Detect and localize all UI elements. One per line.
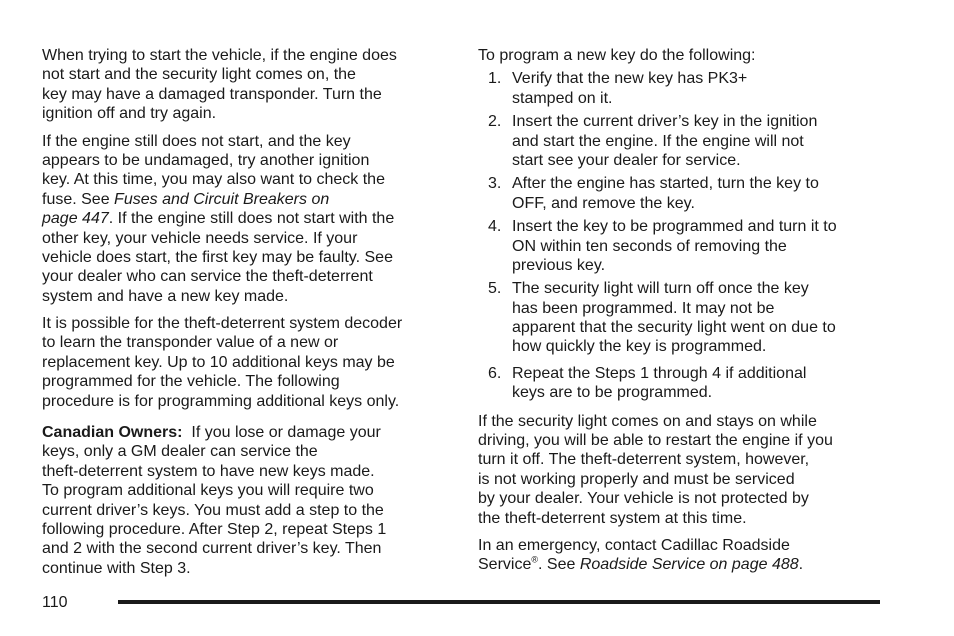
text-line: theft-deterrent system to have new keys made. (42, 462, 375, 480)
text-line: replacement key. Up to 10 additional keys may be (42, 353, 395, 371)
step-number: 2. (488, 113, 502, 131)
text-line: OFF, and remove the key. (512, 194, 695, 212)
text-run: fuse. See (42, 190, 115, 208)
text-line: appears to be undamaged, try another ignition (42, 151, 370, 169)
footer-rule (118, 600, 880, 604)
text-line: start see your dealer for service. (512, 151, 741, 169)
steps-intro: To program a new key do the following: (478, 47, 756, 64)
paragraph-decoder (42, 314, 452, 411)
text-line: continue with Step 3. (42, 559, 191, 577)
text-line: and start the engine. If the engine will not (512, 132, 804, 150)
text-line: by your dealer. Your vehicle is not protected by (478, 490, 809, 508)
text-line: It is possible for the theft-deterrent system decoder (42, 315, 403, 333)
step-number: 1. (488, 70, 502, 88)
text-line: vehicle does start, the first key may be faulty. See (42, 248, 393, 266)
text-run: . See (538, 556, 580, 574)
canadian-owners-label: Canadian Owners: (42, 424, 183, 442)
text-line: other key, your vehicle needs service. If your (42, 229, 358, 247)
text-run: . (798, 556, 804, 574)
list-item (478, 217, 888, 275)
text-line (478, 555, 888, 574)
page-number: 110 (42, 594, 68, 611)
text-line (42, 423, 452, 442)
list-item (478, 174, 888, 213)
text-line (42, 190, 452, 209)
text-line: procedure is for programming additional keys only. (42, 392, 400, 410)
text-line: stamped on it. (512, 89, 613, 107)
text-line: ignition off and try again. (42, 105, 217, 123)
text-line: After the engine has started, turn the key to (512, 175, 819, 193)
paragraph-canadian-owners (42, 423, 452, 578)
text-line: To program additional keys you will require two (42, 482, 374, 500)
cross-reference-roadside[interactable]: Roadside Service on page 488 (579, 556, 799, 574)
list-item (478, 112, 888, 170)
text-line: If the engine still does not start, and the key (42, 132, 351, 150)
text-line: apparent that the security light went on due to (512, 319, 836, 337)
text-line: turn it off. The theft-deterrent system, however, (478, 451, 810, 469)
text-line: Repeat the Steps 1 through 4 if additional (512, 364, 807, 382)
paragraph-key-transponder (42, 46, 452, 124)
text-line: key. At this time, you may also want to check the (42, 171, 385, 189)
text-line: In an emergency, contact Cadillac Roadside (478, 536, 790, 554)
text-line: ON within ten seconds of removing the (512, 237, 787, 255)
cross-reference-fuses[interactable]: Fuses and Circuit Breakers on (114, 190, 330, 208)
left-column (42, 46, 452, 578)
text-line: your dealer who can service the theft-deterrent (42, 268, 373, 286)
right-column (478, 46, 888, 575)
text-line: programmed for the vehicle. The following (42, 373, 340, 391)
text-line: system and have a new key made. (42, 287, 289, 305)
step-number: 5. (488, 280, 502, 298)
text-line: The security light will turn off once the key (512, 280, 809, 298)
text-line: current driver’s keys. You must add a step to the (42, 501, 384, 519)
text-line: how quickly the key is programmed. (512, 338, 767, 356)
text-line: driving, you will be able to restart the engine if you (478, 432, 833, 450)
text-run: . If the engine still does not start with the (108, 210, 395, 228)
step-number: 6. (488, 364, 502, 382)
paragraph-emergency (478, 536, 888, 575)
registered-mark: ® (531, 555, 538, 566)
cross-reference-page[interactable]: page 447 (42, 210, 109, 228)
paragraph-another-key (42, 132, 452, 307)
text-line: Insert the key to be programmed and turn it to (512, 218, 837, 236)
text-line: key may have a damaged transponder. Turn the (42, 85, 382, 103)
text-line: keys, only a GM dealer can service the (42, 443, 318, 461)
text-line: the theft-deterrent system at this time. (478, 509, 747, 527)
list-item (478, 279, 888, 357)
text-line: not start and the security light comes on, the (42, 66, 356, 84)
text-run: If you lose or damage your (182, 424, 381, 442)
text-line: following procedure. After Step 2, repeat Steps 1 (42, 520, 387, 538)
text-line: If the security light comes on and stays on while (478, 412, 817, 430)
text-line: When trying to start the vehicle, if the engine does (42, 47, 397, 64)
step-number: 4. (488, 218, 502, 236)
text-line: previous key. (512, 256, 606, 274)
text-line: has been programmed. It may not be (512, 299, 775, 317)
list-item (478, 364, 888, 403)
text-line: to learn the transponder value of a new or (42, 334, 339, 352)
text-line: keys are to be programmed. (512, 384, 713, 402)
paragraph-security-light (478, 412, 888, 528)
text-line: Verify that the new key has PK3+ (512, 70, 748, 88)
text-line (42, 209, 452, 228)
step-number: 3. (488, 175, 502, 193)
list-item (478, 69, 888, 108)
text-line: is not working properly and must be serviced (478, 470, 795, 488)
text-run: Service (478, 556, 532, 574)
text-line: and 2 with the second current driver’s key. Then (42, 540, 382, 558)
text-line: Insert the current driver’s key in the ignition (512, 113, 818, 131)
